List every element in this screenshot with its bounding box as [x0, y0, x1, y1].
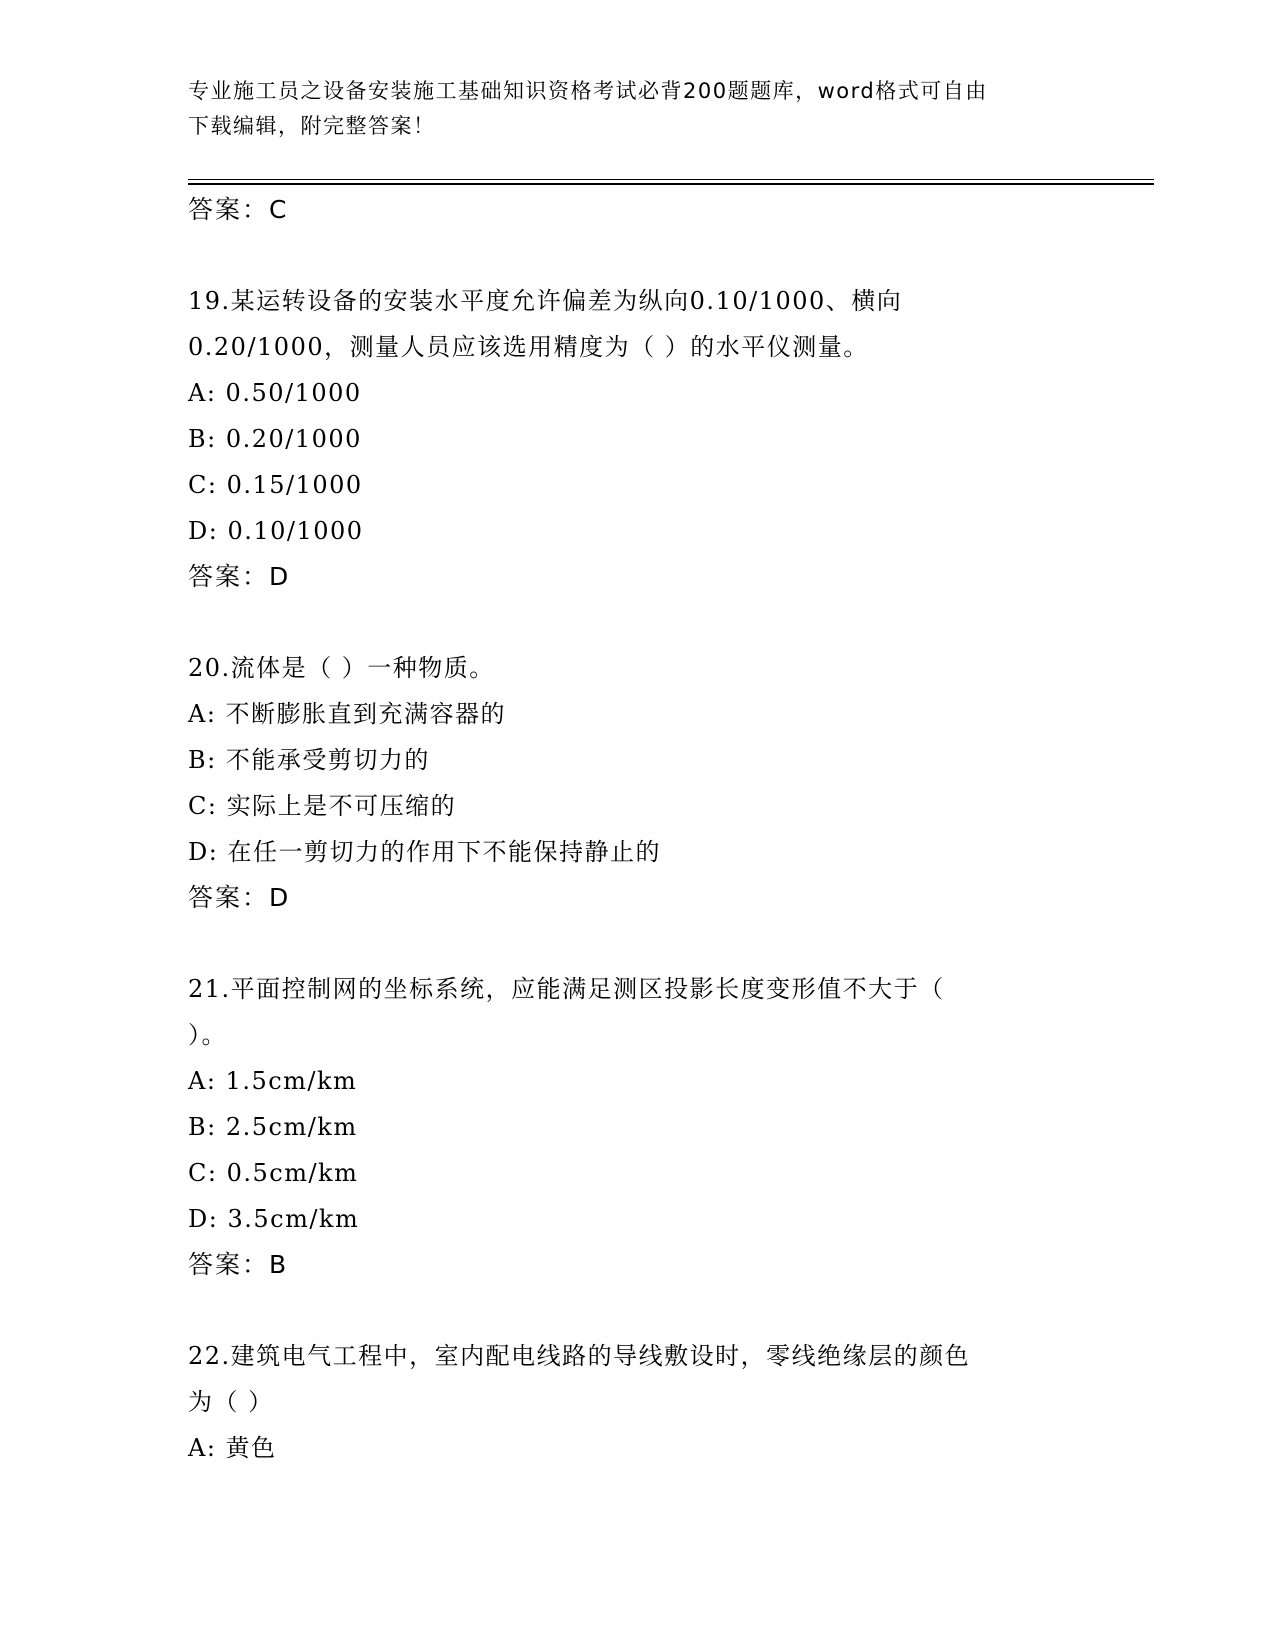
answer: 答案：B	[188, 1250, 289, 1279]
spacer	[188, 1288, 1088, 1333]
option-a: A: 不断膨胀直到充满容器的	[188, 700, 507, 728]
option-d: D: 3.5cm/km	[188, 1205, 360, 1233]
question-block	[188, 966, 1088, 1288]
option-d: D: 0.10/1000	[188, 517, 364, 545]
header-divider-thin	[188, 179, 1154, 180]
question-text-cont: 0.20/1000，测量人员应该选用精度为（ ）的水平仪测量。	[188, 333, 869, 361]
question-block	[188, 278, 1088, 600]
question-text-cont: ）。	[188, 1021, 227, 1049]
header-divider-thick	[188, 183, 1154, 185]
spacer	[188, 233, 1088, 278]
question-text-cont: 为（ ）	[188, 1388, 274, 1416]
question-text: 20.流体是（ ）一种物质。	[188, 654, 495, 682]
question-text: 22.建筑电气工程中，室内配电线路的导线敷设时，零线绝缘层的颜色	[188, 1342, 971, 1370]
option-b: B: 2.5cm/km	[188, 1113, 358, 1141]
option-a: A: 0.50/1000	[188, 379, 362, 407]
option-c: C: 0.15/1000	[188, 471, 363, 499]
question-block	[188, 1333, 1088, 1471]
option-a: A: 黄色	[188, 1434, 277, 1462]
previous-answer: 答案：C	[188, 195, 289, 224]
question-list	[188, 187, 1088, 1471]
header-line-1: 专业施工员之设备安装施工基础知识资格考试必背200题题库，word格式可自由	[188, 79, 988, 103]
document-header	[188, 74, 1088, 144]
question-block	[188, 645, 1088, 921]
option-c: C: 0.5cm/km	[188, 1159, 359, 1187]
spacer	[188, 921, 1088, 966]
question-text: 19.某运转设备的安装水平度允许偏差为纵向0.10/1000、横向	[188, 287, 903, 315]
header-line-2: 下载编辑，附完整答案！	[188, 114, 436, 138]
option-a: A: 1.5cm/km	[188, 1067, 358, 1095]
option-c: C: 实际上是不可压缩的	[188, 792, 457, 820]
question-text: 21.平面控制网的坐标系统，应能满足测区投影长度变形值不大于（	[188, 975, 945, 1003]
option-d: D: 在任一剪切力的作用下不能保持静止的	[188, 838, 661, 866]
answer: 答案：D	[188, 562, 291, 591]
option-b: B: 不能承受剪切力的	[188, 746, 430, 774]
answer: 答案：D	[188, 883, 291, 912]
option-b: B: 0.20/1000	[188, 425, 362, 453]
spacer	[188, 600, 1088, 645]
